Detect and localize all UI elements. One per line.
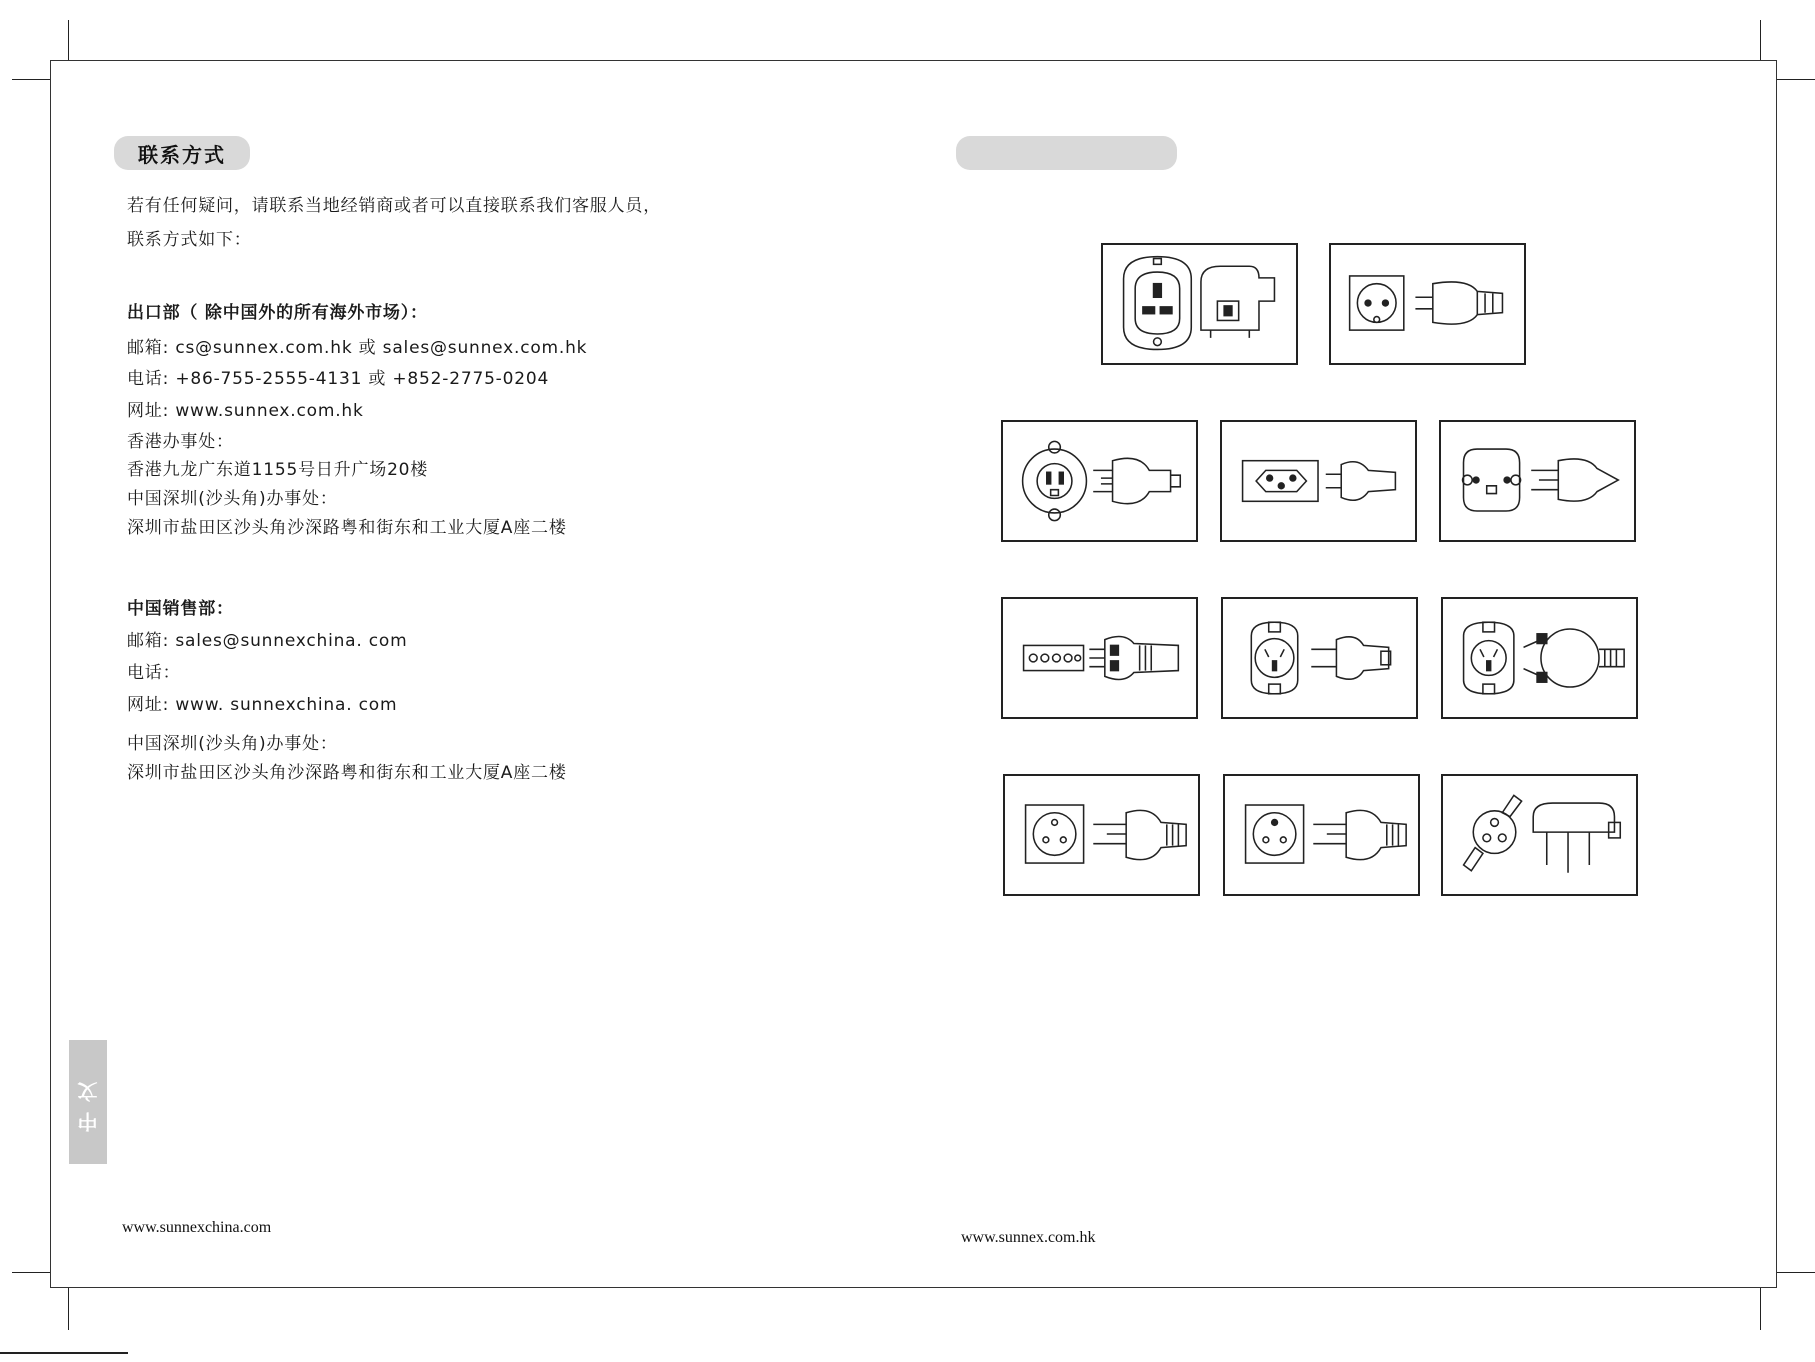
us-plug-icon: [1001, 420, 1198, 542]
danish-plug-icon: [1439, 420, 1636, 542]
contact-section-title: [114, 136, 250, 170]
australian-plug-icon: [1441, 597, 1638, 719]
hk-office-address: 香港九龙广东道1155号日升广场20楼: [127, 460, 429, 480]
crop-mark: [1777, 79, 1815, 80]
sz-office-address: 深圳市盐田区沙头角沙深路粤和街东和工业大厦A座二楼: [127, 518, 567, 538]
plug-section-title: [956, 136, 1177, 170]
china-email: 邮箱: sales@sunnexchina. com: [127, 631, 408, 651]
intro-line-2: 联系方式如下：: [127, 230, 252, 250]
crop-mark: [12, 1272, 50, 1273]
china-phone: 电话：: [127, 663, 181, 683]
language-side-tab: [69, 1040, 107, 1164]
intro-line-1: 若有任何疑问，请联系当地经销商或者可以直接联系我们客服人员，: [127, 196, 661, 216]
crop-mark: [1760, 1288, 1761, 1330]
south-african-plug-icon: [1441, 774, 1638, 896]
export-dept-heading: 出口部（ 除中国外的所有海外市场）：: [127, 303, 428, 323]
uk-plug-icon: [1101, 243, 1298, 365]
contact-title-text: 联系方式: [138, 142, 226, 167]
italian-plug-icon: [1001, 597, 1198, 719]
footer-right-url: www.sunnex.com.hk: [961, 1229, 1096, 1246]
china-sz-office-address: 深圳市盐田区沙头角沙深路粤和街东和工业大厦A座二楼: [127, 763, 567, 783]
footer-left-url: www.sunnexchina.com: [122, 1219, 272, 1236]
sz-office-label: 中国深圳(沙头角)办事处：: [127, 489, 338, 509]
export-website: 网址: www.sunnex.com.hk: [127, 401, 364, 421]
french-plug-icon: [1223, 774, 1420, 896]
china-website: 网址: www. sunnexchina. com: [127, 695, 398, 715]
export-phone: 电话: +86-755-2555-4131 或 +852-2775-0204: [127, 369, 550, 389]
schuko-plug-icon: [1329, 243, 1526, 365]
crop-mark: [1777, 1272, 1815, 1273]
china-plug-icon: [1221, 597, 1418, 719]
crop-mark: [12, 79, 50, 80]
china-sz-office-label: 中国深圳(沙头角)办事处：: [127, 734, 338, 754]
hk-office-label: 香港办事处：: [127, 432, 234, 452]
china-sales-heading: 中国销售部：: [127, 599, 234, 619]
swiss-plug-icon: [1220, 420, 1417, 542]
export-email: 邮箱: cs@sunnex.com.hk 或 sales@sunnex.com.hk: [127, 338, 588, 358]
crop-mark: [68, 1288, 69, 1330]
french-plug-icon: [1003, 774, 1200, 896]
crop-mark: [1760, 20, 1761, 60]
language-side-tab-label: 中文: [76, 1072, 101, 1132]
color-bar: [0, 1352, 128, 1354]
crop-mark: [68, 20, 69, 60]
